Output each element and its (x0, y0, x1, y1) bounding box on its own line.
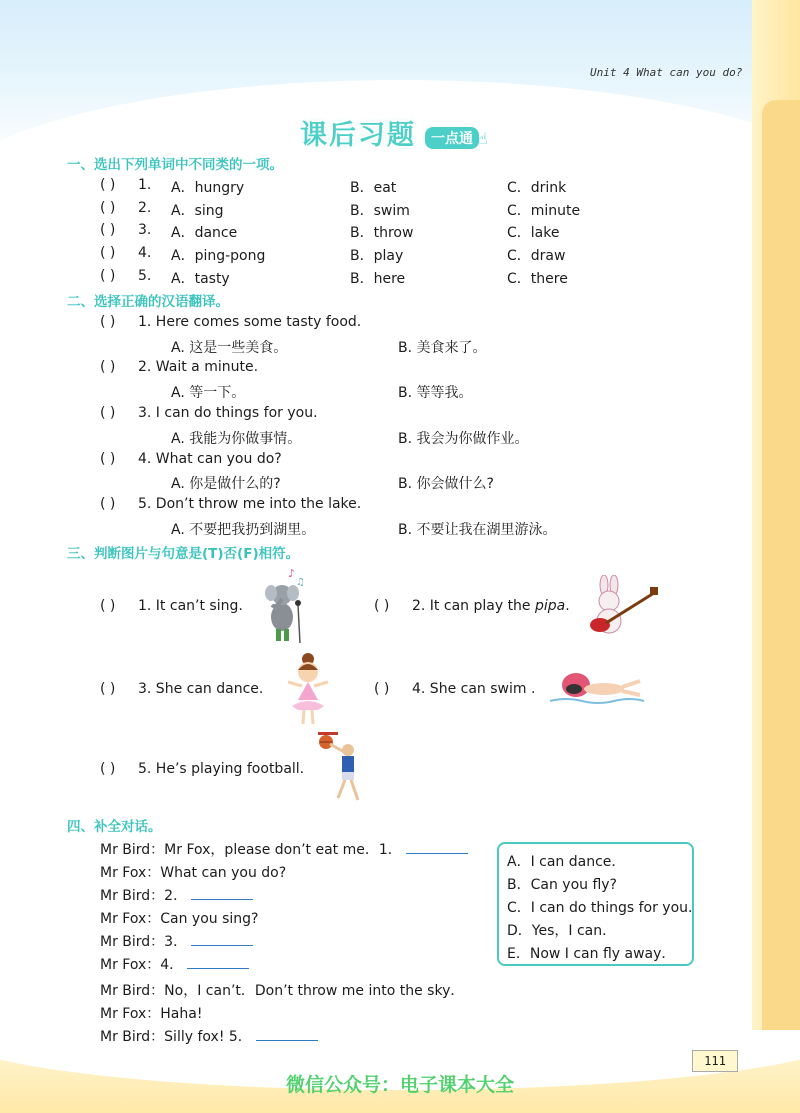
elephant-singer-picture (258, 565, 314, 645)
page-edge-decoration-inner (762, 100, 800, 1113)
banner-title: 课后习题 (300, 120, 416, 151)
answer-blank[interactable]: ( ) (100, 451, 116, 467)
dialogue-text: Mr Bird：No，I can’t．Don’t throw me into the sky． (100, 983, 465, 999)
question-text: 5. Don’t throw me into the lake. (138, 496, 362, 512)
svg-text:♪: ♪ (288, 567, 296, 580)
statement-text: 1. It can’t sing. (138, 598, 243, 614)
dialogue-line (100, 862, 286, 882)
option-a: A. 我能为你做事情。 (171, 431, 302, 447)
option-b: B. 不要让我在湖里游泳。 (398, 522, 557, 538)
section-1-heading: 一、选出下列单词中不同类的一项。 (67, 157, 283, 173)
answer-blank[interactable]: ( ) (100, 222, 116, 238)
list-item (100, 681, 263, 697)
option-b: B. 我会为你做作业。 (398, 431, 529, 447)
option-b: B．throw (350, 225, 414, 241)
options-box (497, 842, 703, 966)
svg-text:♫: ♫ (296, 577, 305, 588)
list-item (100, 598, 243, 614)
rabbit-guitar-picture (584, 575, 660, 637)
fill-blank-4[interactable] (187, 954, 249, 969)
answer-blank[interactable]: ( ) (100, 598, 116, 614)
item-number: 2. (138, 200, 152, 216)
dialogue-text: Mr Bird：Mr Fox，please don’t eat me．1． (100, 842, 402, 858)
dialogue-line (100, 1003, 202, 1023)
list-item (100, 451, 282, 467)
list-item (100, 496, 361, 512)
option-item: D．Yes，I can． (507, 923, 617, 939)
dialogue-text: Mr Fox：What can you do? (100, 865, 287, 881)
question-text: 1. Here comes some tasty food. (138, 314, 362, 330)
option-a: A．tasty (171, 271, 230, 287)
list-item (100, 245, 151, 261)
option-a: A. 这是一些美食。 (171, 340, 288, 356)
dialogue-line (100, 908, 258, 928)
option-c: C．drink (507, 180, 567, 196)
statement-text: 4. She can swim . (412, 681, 536, 697)
option-item: A．I can dance． (507, 854, 626, 870)
fill-blank-3[interactable] (191, 931, 253, 946)
dialogue-line (100, 885, 253, 905)
question-text: 2. Wait a minute. (138, 359, 259, 375)
dialogue-line (100, 1026, 318, 1046)
pointing-hand-icon: ☝ (478, 129, 488, 148)
answer-blank[interactable]: ( ) (100, 359, 116, 375)
answer-blank[interactable]: ( ) (100, 268, 116, 284)
option-b: B．here (350, 271, 406, 287)
list-item (100, 200, 151, 216)
dialogue-text: Mr Bird：2． (100, 888, 188, 904)
option-a: A．hungry (171, 180, 245, 196)
answer-blank[interactable]: ( ) (100, 245, 116, 261)
dialogue-line (100, 931, 253, 951)
answer-blank[interactable]: ( ) (100, 405, 116, 421)
option-b: B. 等等我。 (398, 385, 473, 401)
answer-blank[interactable]: ( ) (100, 496, 116, 512)
option-a: A．dance (171, 225, 238, 241)
answer-blank[interactable]: ( ) (374, 681, 390, 697)
option-item: C．I can do things for you． (507, 900, 703, 916)
answer-blank[interactable]: ( ) (100, 681, 116, 697)
list-item (100, 405, 318, 421)
option-item: E．Now I can fly away． (507, 946, 676, 962)
fill-blank-5[interactable] (256, 1026, 318, 1041)
option-a: A．ping-pong (171, 248, 266, 264)
footer-watermark: 微信公众号：电子课本大全 (285, 1074, 514, 1096)
page-number: 111 (692, 1050, 738, 1072)
unit-title: Unit 4 What can you do? (590, 66, 743, 79)
statement-italic-word: pipa (535, 598, 566, 614)
list-item (100, 359, 258, 375)
item-number: 4. (138, 245, 152, 261)
section-2-heading: 二、选择正确的汉语翻译。 (67, 294, 229, 310)
option-a: A. 你是做什么的? (171, 476, 281, 492)
answer-blank[interactable]: ( ) (100, 200, 116, 216)
dialogue-text: Mr Bird：3． (100, 934, 188, 950)
option-a: A. 等一下。 (171, 385, 246, 401)
option-c: C．minute (507, 203, 581, 219)
list-item (374, 598, 570, 614)
dialogue-line (100, 839, 468, 859)
list-item (100, 761, 304, 777)
list-item (100, 268, 151, 284)
basketball-player-picture (314, 728, 372, 806)
item-number: 5. (138, 268, 152, 284)
option-b: B. 美食来了。 (398, 340, 487, 356)
question-text: 4. What can you do? (138, 451, 282, 467)
list-item (100, 314, 361, 330)
option-b: B．swim (350, 203, 410, 219)
dialogue-line (100, 980, 464, 1000)
statement-period: . (565, 598, 570, 614)
list-item (100, 222, 151, 238)
answer-blank[interactable]: ( ) (100, 314, 116, 330)
option-item: B．Can you fly? (507, 877, 617, 893)
option-a: A．sing (171, 203, 224, 219)
option-a: A. 不要把我扔到湖里。 (171, 522, 316, 538)
swimmer-picture (546, 667, 646, 709)
girl-dancing-picture (284, 652, 332, 728)
option-b: B．eat (350, 180, 397, 196)
section-banner (300, 113, 500, 153)
option-c: C．draw (507, 248, 566, 264)
item-number: 3. (138, 222, 152, 238)
dialogue-text: Mr Fox：Haha! (100, 1006, 203, 1022)
list-item (100, 177, 151, 193)
dialogue-text: Mr Fox：Can you sing? (100, 911, 259, 927)
fill-blank-1[interactable] (406, 839, 468, 854)
option-b: B．play (350, 248, 404, 264)
statement-text: 2. It can play the (412, 598, 535, 614)
banner-subtitle: 一点通 (425, 127, 479, 149)
answer-blank[interactable]: ( ) (374, 598, 390, 614)
statement-text: 3. She can dance. (138, 681, 264, 697)
option-b: B. 你会做什么? (398, 476, 494, 492)
dialogue-text: Mr Bird：Silly fox! 5． (100, 1029, 252, 1045)
dialogue-line (100, 954, 249, 974)
fill-blank-2[interactable] (191, 885, 253, 900)
question-text: 3. I can do things for you. (138, 405, 318, 421)
option-c: C．there (507, 271, 568, 287)
answer-blank[interactable]: ( ) (100, 761, 116, 777)
dialogue-text: Mr Fox：4． (100, 957, 184, 973)
answer-blank[interactable]: ( ) (100, 177, 116, 193)
option-c: C．lake (507, 225, 560, 241)
section-3-heading: 三、判断图片与句意是(T)否(F)相符。 (67, 546, 300, 562)
statement-text: 5. He’s playing football. (138, 761, 305, 777)
item-number: 1. (138, 177, 152, 193)
section-4-heading: 四、补全对话。 (67, 819, 162, 835)
list-item (374, 681, 535, 697)
